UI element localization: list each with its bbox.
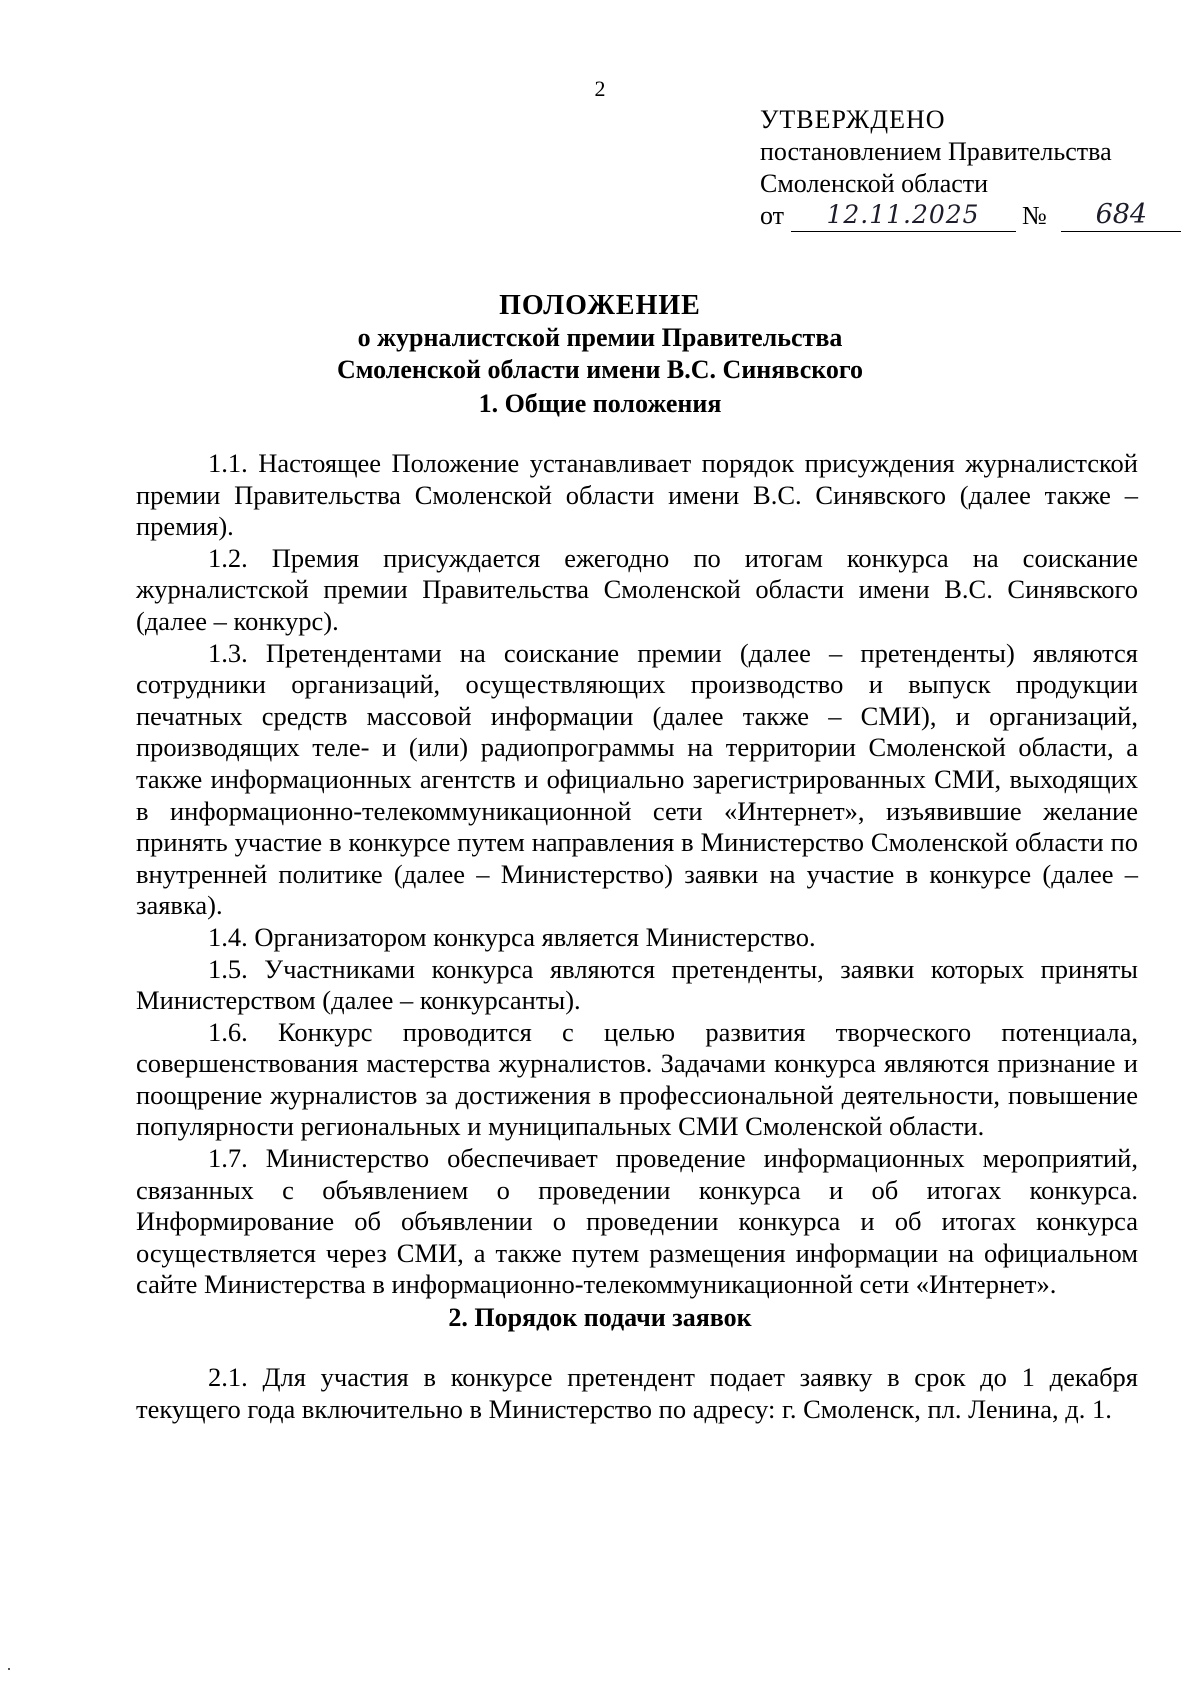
approval-stamp	[760, 104, 1160, 232]
approval-line-1: постановлением Правительства	[760, 137, 1112, 166]
section-1-body	[136, 448, 1138, 1301]
section-1-heading: 1. Общие положения	[478, 389, 722, 418]
paragraph-1-4: 1.4. Организатором конкурса является Министерство.	[208, 921, 816, 952]
approval-line-2: Смоленской области	[760, 169, 989, 198]
paragraph-1-1: 1.1. Настоящее Положение устанавливает порядок присуждения журналистской премии Правительства Смоленской области имени В.С. Синявского (далее также – премия).	[136, 448, 1138, 542]
paragraph-1-5: 1.5. Участниками конкурса являются претенденты, заявки которых приняты Министерством (далее – конкурсанты).	[136, 953, 1138, 1016]
approved-label: УТВЕРЖДЕНО	[760, 105, 946, 134]
paragraph-1-6: 1.6. Конкурс проводится с целью развития творческого потенциала, совершенствования мастерства журналистов. Задачами конкурса являются признание и поощрение журналистов за достижения в профессиональной деятельности, повышение популярности региональных и муниципальных СМИ Смоленской области.	[136, 1016, 1138, 1142]
page-number: 2	[594, 76, 606, 101]
section-2-body	[136, 1362, 1138, 1425]
approval-date-line	[760, 200, 1160, 232]
document-subtitle	[0, 322, 1200, 386]
scan-speck	[8, 1668, 10, 1670]
paragraph-1-2: 1.2. Премия присуждается ежегодно по итогам конкурса на соискание журналистской премии Правительства Смоленской области имени В.С. Синявского (далее – конкурс).	[136, 542, 1138, 636]
number-prefix: №	[1022, 201, 1047, 230]
subtitle-line-2: Смоленской области имени В.С. Синявского	[336, 355, 864, 384]
paragraph-1-7: 1.7. Министерство обеспечивает проведение информационных мероприятий, связанных с объявлением о проведении конкурса и об итогах конкурса. Информирование об объявлении о проведении конкурса и об итогах конкурса осуществляется через СМИ, а также путем размещения информации на официальном сайте Министерства в информационно-телекоммуникационной сети «Интернет».	[136, 1143, 1138, 1300]
paragraph-2-1: 2.1. Для участия в конкурсе претендент подает заявку в срок до 1 декабря текущего года включительно в Министерство по адресу: г. Смоленск, пл. Ленина, д. 1.	[136, 1362, 1138, 1424]
handwritten-number: 684	[1061, 201, 1181, 232]
subtitle-line-1: о журналистской премии Правительства	[357, 323, 843, 352]
handwritten-date: 12.11.2025	[791, 201, 1016, 232]
date-prefix: от	[760, 201, 785, 230]
section-2-heading: 2. Порядок подачи заявок	[448, 1303, 752, 1332]
paragraph-1-3: 1.3. Претендентами на соискание премии (далее – претенденты) являются сотрудники организаций, осуществляющих производство и выпуск продукции печатных средств массовой информации (далее также – СМИ), и организаций, производящих теле- и (или) радиопрограммы на территории Смоленской области, а также информационных агентств и официально зарегистрированных СМИ, выходящих в информационно-телекоммуникационной сети «Интернет», изъявившие желание принять участие в конкурсе путем направления в Министерство Смоленской области по внутренней политике (далее – Министерство) заявки на участие в конкурсе (далее – заявка).	[136, 637, 1138, 921]
document-title: ПОЛОЖЕНИЕ	[499, 290, 701, 321]
